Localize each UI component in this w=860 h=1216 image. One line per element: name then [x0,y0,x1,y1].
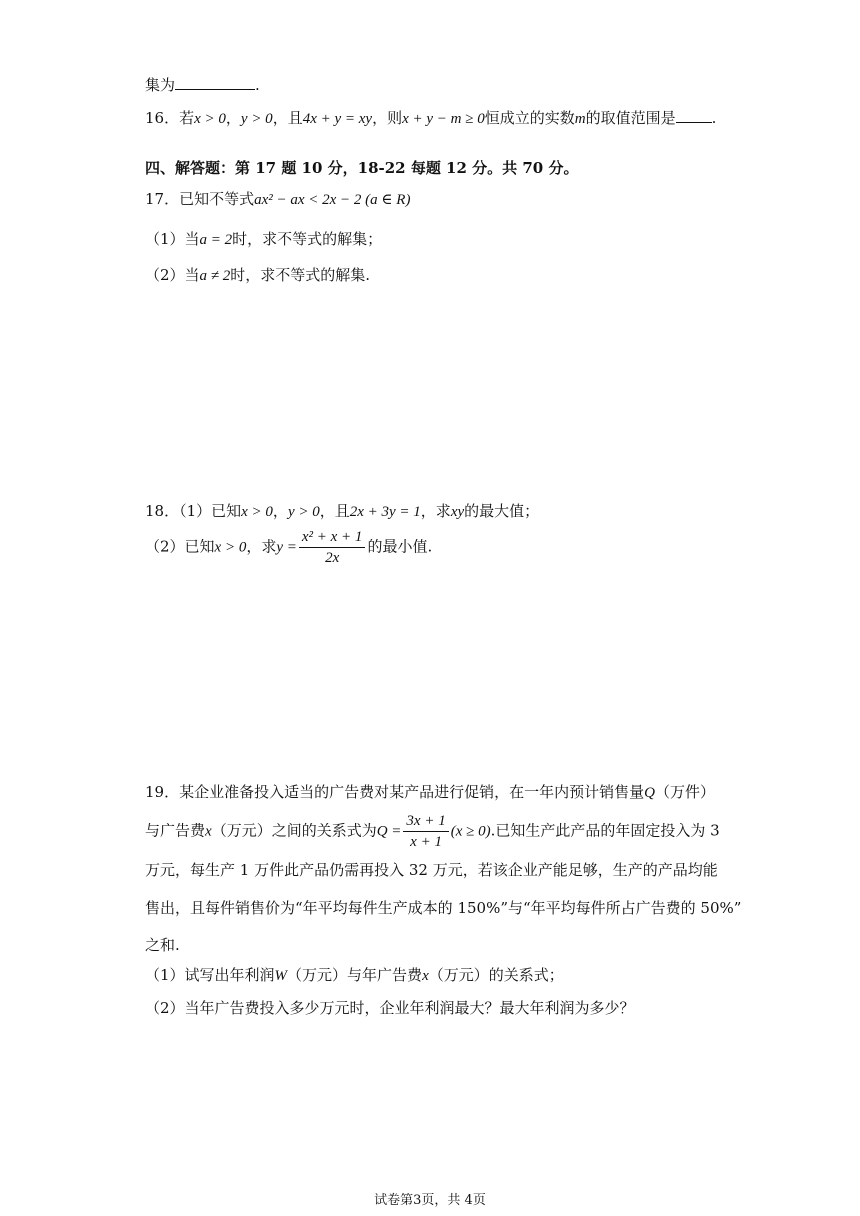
q17-stem-text: 17．已知不等式 [145,190,255,208]
question-19-line-4: 售出，且每件销售价为“年平均每件生产成本的 150%”与“年平均每件所占广告费的 50%” [145,899,742,917]
q19-text: .已知生产此产品的年固定投入为 3 [490,821,720,840]
q16-inequality: x + y − m ≥ 0 [402,111,485,127]
question-17-part-2 [145,264,370,287]
question-17-stem [145,188,410,211]
fraction-denominator: x + 1 [410,834,442,850]
q19-var-w: W [274,968,288,984]
q19-text: 与广告费 [145,821,206,840]
q18-cond-y: y > 0 [287,504,320,520]
section-heading: 四、解答题：第 17 题 10 分，18-22 每题 12 分。共 70 分。 [145,159,579,177]
q17-p1-math: a = 2 [199,232,233,248]
question-19-line-2 [145,811,720,852]
q17-p1-suffix: 时，求不等式的解集； [232,230,383,248]
question-19-line-5: 之和. [145,936,180,954]
q18-p2-mid: ，求 [246,537,277,556]
q18-equation: 2x + 3y = 1 [349,504,421,520]
q16-text-tail: 恒成立的实数 [484,109,575,127]
q18-p2-lhs: y = [276,539,297,556]
q18-p1-prefix: 18．（1）已知 [145,502,242,520]
q17-p1-prefix: （1）当 [145,230,200,248]
q16-sep: ， [225,109,241,127]
question-18-part-2 [145,527,432,568]
question-19-line-3: 万元，每生产 1 万件此产品仍需再投入 32 万元，若该企业产能足够，生产的产品均能 [145,861,718,879]
q17-p2-prefix: （2）当 [145,266,200,284]
q19-text: 19．某企业准备投入适当的广告费对某产品进行促销，在一年内预计销售量 [145,783,645,801]
q16-cond-x: x > 0 [194,111,226,127]
fraction-denominator: 2x [325,550,340,566]
prev-question-tail: 集为 . [145,76,260,94]
q18-p2-suffix: 的最小值. [367,537,433,556]
q16-end: . [711,109,717,127]
q19-fraction [403,811,448,852]
q19-var-x: x [205,823,212,840]
q16-text-and: ，且 [272,109,303,127]
q16-cond-y: y > 0 [240,111,273,127]
q16-text-range: 的取值范围是 [585,109,676,127]
q19-p1-text: （1）试写出年利润 [145,966,275,984]
q18-p2-prefix: （2）已知 [145,537,215,556]
question-17-part-1 [145,228,382,251]
q16-text: 若 [179,109,195,127]
question-19-part-2: （2）当年广告费投入多少万元时，企业年利润最大？最大年利润为多少？ [145,999,635,1017]
q19-text: （万元）之间的关系式为 [211,821,377,840]
q18-sep: ， [272,502,288,520]
q17-inequality: ax² − ax < 2x − 2 (a ∈ R) [254,192,411,208]
q17-p2-math: a ≠ 2 [199,268,231,284]
q19-lhs: Q = [376,823,402,840]
fraction-numerator: x² + x + 1 [299,527,366,548]
fraction-numerator: 3x + 1 [403,811,448,832]
q18-p2-cond: x > 0 [214,539,247,556]
question-16 [145,107,716,130]
q18-and: ，且 [319,502,350,520]
q18-fraction [299,527,366,568]
question-18-part-1 [145,500,539,523]
q17-p2-suffix: 时，求不等式的解集. [230,266,371,284]
answer-blank [175,75,255,90]
q19-p1-text: （万元）与年广告费 [287,966,423,984]
question-19-line-1 [145,781,715,804]
q19-var-x: x [422,968,429,984]
q18-mid: ，求 [420,502,451,520]
question-16-number: 16． [145,109,180,127]
question-19-part-1 [145,964,564,987]
q16-equation: 4x + y = xy [302,111,373,127]
prev-question-text: 集为 [145,76,176,94]
q18-p1-suffix: 的最大值； [464,502,540,520]
q16-var-m: m [574,111,586,127]
page-footer: 试卷第3页，共 4页 [374,1193,486,1208]
q19-unit: （万件） [654,783,715,801]
q19-p1-text: （万元）的关系式； [428,966,564,984]
q18-cond-x: x > 0 [241,504,273,520]
q19-domain: (x ≥ 0) [450,823,491,840]
q19-var-q: Q [644,785,655,801]
answer-blank [676,108,712,123]
q16-text-then: ，则 [372,109,403,127]
q18-xy: xy [450,504,465,520]
